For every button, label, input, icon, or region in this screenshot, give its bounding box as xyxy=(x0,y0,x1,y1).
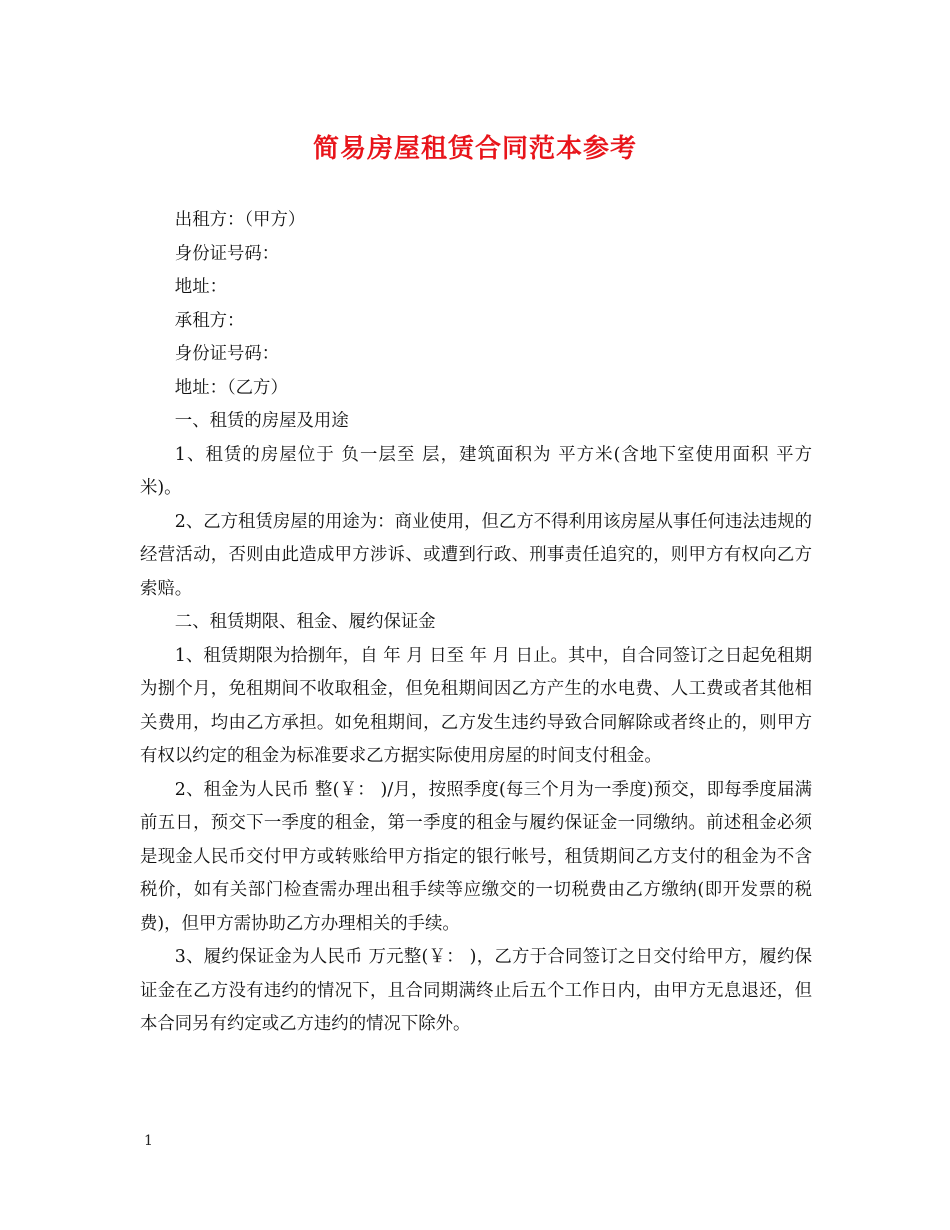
clause-rent: 2、租金为人民币 整(￥： )/月，按照季度(每三个月为一季度)预交，即每季度届满前五日，预交下一季度的租金，第一季度的租金与履约保证金一同缴纳。前述租金必须是现金人民币交付甲方或转账给甲方指定的银行帐号，租赁期间乙方支付的租金为不含税价，如有关部门检查需办理出租手续等应缴交的一切税费由乙方缴纳(即开发票的税费)，但甲方需协助乙方办理相关的手续。 xyxy=(140,779,812,934)
section-heading-term-rent: 二、租赁期限、租金、履约保证金 xyxy=(174,612,436,632)
clause-premises-use: 2、乙方租赁房屋的用途为：商业使用，但乙方不得利用该房屋从事任何违法违规的经营活动，否则由此造成甲方涉诉、或遭到行政、刑事责任追究的，则甲方有权向乙方索赔。 xyxy=(140,511,812,599)
paragraph-lessee-id: 身份证号码： xyxy=(174,344,280,364)
paragraph-lessor: 出租方：（甲方） xyxy=(174,210,306,230)
paragraph-lessor-address: 地址： xyxy=(174,277,227,297)
clause-lease-term: 1、租赁期限为拾捌年，自 年 月 日至 年 月 日止。其中，自合同签订之日起免租期为捌个月，免租期间不收取租金，但免租期间因乙方产生的水电费、人工费或者其他相关费用，均由乙方承担。如免租期间，乙方发生违约导致合同解除或者终止的，则甲方有权以约定的租金为标准要求乙方据实际使用房屋的时间支付租金。 xyxy=(140,645,812,766)
paragraph-lessee-address: 地址：（乙方） xyxy=(174,377,288,398)
document-body xyxy=(140,204,812,1042)
section-heading-premises: 一、租赁的房屋及用途 xyxy=(174,411,349,431)
paragraph-lessee: 承租方： xyxy=(174,310,245,331)
page-number: 1 xyxy=(144,1133,153,1149)
clause-premises-location: 1、租赁的房屋位于 负一层至 层，建筑面积为 平方米(含地下室使用面积 平方米)。 xyxy=(140,444,812,498)
clause-deposit: 3、履约保证金为人民币 万元整(￥： )，乙方于合同签订之日交付给甲方，履约保证金在乙方没有违约的情况下，且合同期满终止后五个工作日内，由甲方无息退还，但本合同另有约定或乙方违约的情况下除外。 xyxy=(140,947,812,1034)
document-title: 简易房屋租赁合同范本参考 xyxy=(312,134,637,164)
paragraph-lessor-id: 身份证号码： xyxy=(174,243,280,264)
